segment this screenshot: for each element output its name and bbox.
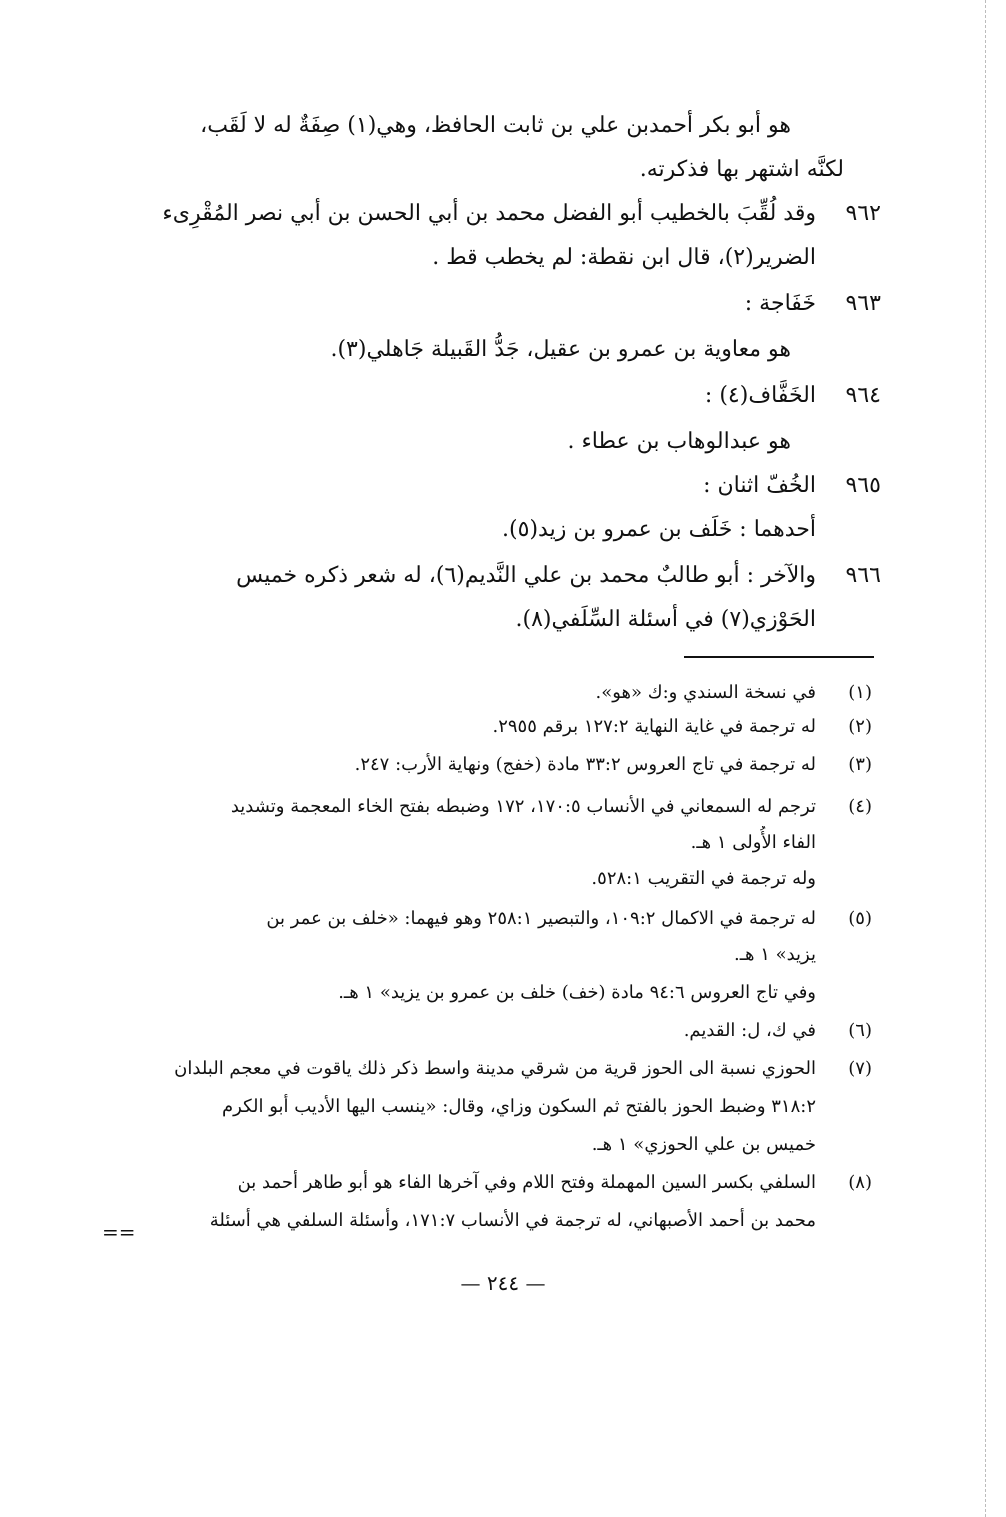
main-line-5: خَفَاجة : [744,291,816,316]
footnote-line: وله ترجمة في التقريب ٥٢٨:١. [591,868,816,889]
main-line-7: الخَفَّاف(٤) : [704,383,816,408]
footnote-line: له ترجمة في غاية النهاية ١٢٧:٢ برقم ٢٩٥٥. [492,716,816,737]
main-line-3: وقد لُقِّبَ بالخطيب أبو الفضل محمد بن أبي الحسن بن أبي نصر المُقْرِىء [162,201,816,226]
footnote-line: ترجم له السمعاني في الأنساب ١٧٠:٥، ١٧٢ وضبطه بفتح الخاء المعجمة وتشديد [230,796,816,817]
main-line-6: هو معاوية بن عمرو بن عقيل، جَدُّ القَبيلة جَاهلي(٣). [330,337,791,362]
footnote-line: في نسخة السندي و:ك «هو». [595,682,816,703]
entry-number-963: ٩٦٣ [845,291,881,316]
footnote-number-7: (٧) [848,1058,872,1079]
footnote-line: السلفي بكسر السين المهملة وفتح اللام وفي آخرها الفاء هو أبو طاهر أحمد بن [237,1172,816,1193]
main-line-11: والآخر : أبو طالبٌ محمد بن علي النَّديم(٦)، له شعر ذكره خميس [236,563,816,588]
main-line-4: الضرير(٢)، قال ابن نقطة: لم يخطب قط . [432,245,816,270]
footnote-line: له ترجمة في تاج العروس ٣٣:٢ مادة (خفج) ونهاية الأرب: ٢٤٧. [354,754,816,775]
footnote-line: وفي تاج العروس ٩٤:٦ مادة (خف) خلف بن عمرو بن يزيد» ١ هـ. [338,982,816,1003]
main-line-10: أحدهما : خَلَف بن عمرو بن زيد(٥). [502,517,816,542]
footnote-line: ٣١٨:٢ وضبط الحوز بالفتح ثم السكون وزاي، وقال: «ينسب اليها الأديب أبو الكرم [222,1096,816,1117]
entry-number-966: ٩٦٦ [845,563,881,588]
footnote-number-3: (٣) [848,754,872,775]
footnote-number-6: (٦) [848,1020,872,1041]
main-line-8: هو عبدالوهاب بن عطاء . [567,429,791,454]
footnote-line: يزيد» ١ هـ. [733,944,816,965]
main-line-12: الحَوْزي(٧) في أسئلة السِّلَفي(٨). [515,607,816,632]
entry-number-964: ٩٦٤ [845,383,881,408]
footnote-number-1: (١) [848,682,872,703]
footnote-number-2: (٢) [848,716,872,737]
continuation-mark: == [102,1220,136,1244]
footnote-line: الحوزي نسبة الى الحوز قرية من شرقي مدينة واسط ذكر ذلك ياقوت في معجم البلدان [174,1058,816,1079]
main-line-2: لكنَّه اشتهر بها فذكرته. [639,157,844,182]
footnote-number-5: (٥) [848,908,872,929]
footnote-line: له ترجمة في الاكمال ١٠٩:٢، والتبصير ٢٥٨:١ وهو فيهما: «خلف بن عمر بن [266,908,816,929]
footnote-number-4: (٤) [848,796,872,817]
footnote-number-8: (٨) [848,1172,872,1193]
page-number: — ٢٤٤ — [460,1271,546,1295]
footnote-line: في ك، ل: القديم. [683,1020,816,1041]
footnote-line: محمد بن أحمد الأصبهاني، له ترجمة في الأنساب ١٧١:٧، وأسئلة السلفي هي أسئلة [209,1210,816,1231]
entry-number-965: ٩٦٥ [845,473,881,498]
footnote-line: خميس بن علي الحوزي» ١ هـ. [591,1134,816,1155]
footnote-line: الفاء الأُولى ١ هـ. [690,832,816,853]
footnote-separator [684,656,874,658]
main-line-9: الخُفّ اثنان : [703,473,816,498]
main-line-1: هو أبو بكر أحمدبن علي بن ثابت الحافظ، وهي(١) صِفَةٌ له لا لَقَب، [200,113,791,138]
entry-number-962: ٩٦٢ [845,201,881,226]
